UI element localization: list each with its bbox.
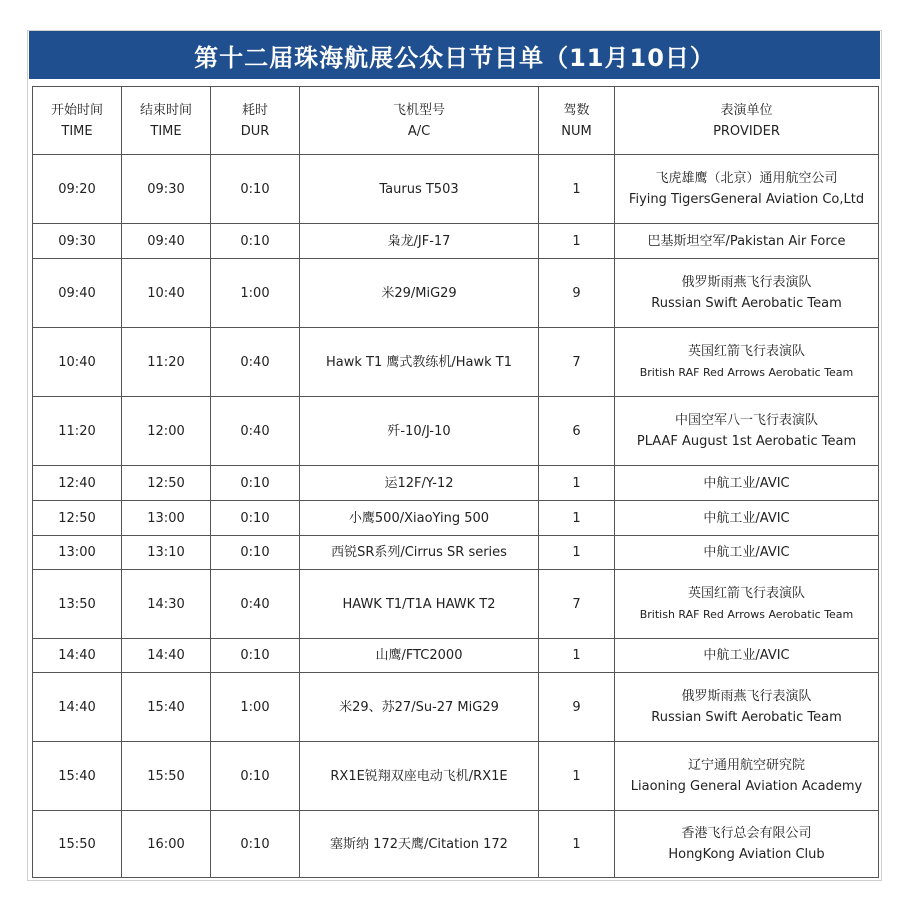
cell-number: 1 [539,501,615,536]
cell-duration: 0:10 [211,155,300,224]
cell-end-time: 11:20 [122,328,211,397]
table-row [33,501,879,536]
cell-provider [615,466,879,501]
cell-provider [615,224,879,259]
cell-aircraft: 枭龙/JF-17 [300,224,539,259]
provider-en: Russian Swift Aerobatic Team [651,296,842,311]
cell-end-time: 09:40 [122,224,211,259]
cell-provider [615,501,879,536]
table-row [33,536,879,570]
cell-duration: 0:10 [211,536,300,570]
cell-start-time: 10:40 [33,328,122,397]
cell-number: 1 [539,811,615,878]
cell-provider [615,536,879,570]
provider-en: British RAF Red Arrows Aerobatic Team [639,608,854,621]
provider-cn: 中航工业/AVIC [703,475,790,491]
cell-number: 1 [539,466,615,501]
cell-aircraft: 山鹰/FTC2000 [300,639,539,673]
table-row [33,259,879,328]
provider-cn: 中航工业/AVIC [703,545,790,560]
cell-start-time: 09:20 [33,155,122,224]
table-row [33,742,879,811]
cell-number: 9 [539,673,615,742]
cell-provider [615,328,879,397]
cell-end-time: 14:30 [122,570,211,639]
cell-provider [615,811,879,878]
cell-start-time: 13:00 [33,536,122,570]
provider-cn: 中国空军八一飞行表演队 [674,413,818,428]
provider-cn: 巴基斯坦空军/Pakistan Air Force [647,233,846,249]
provider-en: Fiying TigersGeneral Aviation Co,Ltd [628,192,865,207]
cell-duration: 0:10 [211,811,300,878]
cell-end-time: 16:00 [122,811,211,878]
cell-number: 7 [539,570,615,639]
page-title: 第十二届珠海航展公众日节目单（11月10日） [29,31,880,79]
cell-aircraft: 歼-10/J-10 [300,397,539,466]
cell-end-time: 12:50 [122,466,211,501]
cell-end-time: 15:50 [122,742,211,811]
provider-cn: 香港飞行总会有限公司 [681,826,812,841]
header-duration: 耗时 DUR [211,87,300,155]
provider-en: PLAAF August 1st Aerobatic Team [636,434,857,449]
cell-number: 6 [539,397,615,466]
table-row [33,328,879,397]
table-row [33,397,879,466]
cell-start-time: 11:20 [33,397,122,466]
table-row [33,570,879,639]
cell-aircraft: Hawk T1 鹰式教练机/Hawk T1 [300,328,539,397]
table-row [33,673,879,742]
cell-provider [615,570,879,639]
cell-provider [615,155,879,224]
cell-aircraft: Taurus T503 [300,155,539,224]
cell-number: 1 [539,155,615,224]
cell-end-time: 13:10 [122,536,211,570]
cell-aircraft: 米29/MiG29 [300,259,539,328]
cell-provider [615,259,879,328]
header-start-time: 开始时间 TIME [33,87,122,155]
provider-en: Russian Swift Aerobatic Team [651,710,842,725]
cell-start-time: 09:40 [33,259,122,328]
provider-en: HongKong Aviation Club [668,847,825,862]
cell-duration: 0:40 [211,570,300,639]
cell-number: 7 [539,328,615,397]
cell-end-time: 13:00 [122,501,211,536]
provider-cn: 英国红箭飞行表演队 [687,586,805,601]
cell-aircraft: RX1E锐翔双座电动飞机/RX1E [300,742,539,811]
provider-cn: 辽宁通用航空研究院 [687,758,805,773]
cell-number: 9 [539,259,615,328]
provider-cn: 飞虎雄鹰（北京）通用航空公司 [655,171,838,186]
cell-aircraft: 西锐SR系列/Cirrus SR series [300,536,539,570]
cell-end-time: 10:40 [122,259,211,328]
cell-start-time: 14:40 [33,673,122,742]
cell-aircraft: 米29、苏27/Su-27 MiG29 [300,673,539,742]
cell-aircraft: HAWK T1/T1A HAWK T2 [300,570,539,639]
cell-start-time: 15:50 [33,811,122,878]
cell-start-time: 09:30 [33,224,122,259]
table-row [33,224,879,259]
cell-end-time: 09:30 [122,155,211,224]
provider-cn: 俄罗斯雨燕飞行表演队 [681,689,812,704]
cell-provider [615,742,879,811]
cell-duration: 0:10 [211,224,300,259]
cell-number: 1 [539,639,615,673]
cell-duration: 0:40 [211,397,300,466]
cell-duration: 0:10 [211,501,300,536]
cell-duration: 0:10 [211,639,300,673]
cell-provider [615,639,879,673]
table-row [33,639,879,673]
cell-start-time: 15:40 [33,742,122,811]
cell-start-time: 13:50 [33,570,122,639]
header-row [33,87,879,155]
cell-duration: 0:40 [211,328,300,397]
table-row [33,155,879,224]
schedule-table [32,86,879,878]
provider-en: Liaoning General Aviation Academy [630,779,863,794]
cell-duration: 1:00 [211,673,300,742]
cell-aircraft: 运12F/Y-12 [300,466,539,501]
header-aircraft: 飞机型号 A/C [300,87,539,155]
cell-number: 1 [539,536,615,570]
table-row [33,466,879,501]
header-provider: 表演单位 PROVIDER [615,87,879,155]
cell-duration: 0:10 [211,466,300,501]
cell-provider [615,397,879,466]
cell-start-time: 14:40 [33,639,122,673]
table-row [33,811,879,878]
provider-cn: 英国红箭飞行表演队 [687,344,805,359]
cell-start-time: 12:50 [33,501,122,536]
provider-en: British RAF Red Arrows Aerobatic Team [639,366,854,379]
header-end-time: 结束时间 TIME [122,87,211,155]
cell-aircraft: 塞斯纳 172天鹰/Citation 172 [300,811,539,878]
provider-cn: 俄罗斯雨燕飞行表演队 [681,275,812,290]
cell-provider [615,673,879,742]
cell-number: 1 [539,742,615,811]
cell-end-time: 12:00 [122,397,211,466]
cell-start-time: 12:40 [33,466,122,501]
cell-end-time: 14:40 [122,639,211,673]
cell-duration: 1:00 [211,259,300,328]
provider-cn: 中航工业/AVIC [703,648,790,663]
cell-end-time: 15:40 [122,673,211,742]
cell-aircraft: 小鹰500/XiaoYing 500 [300,501,539,536]
cell-number: 1 [539,224,615,259]
provider-cn: 中航工业/AVIC [703,510,790,526]
cell-duration: 0:10 [211,742,300,811]
header-number: 驾数 NUM [539,87,615,155]
